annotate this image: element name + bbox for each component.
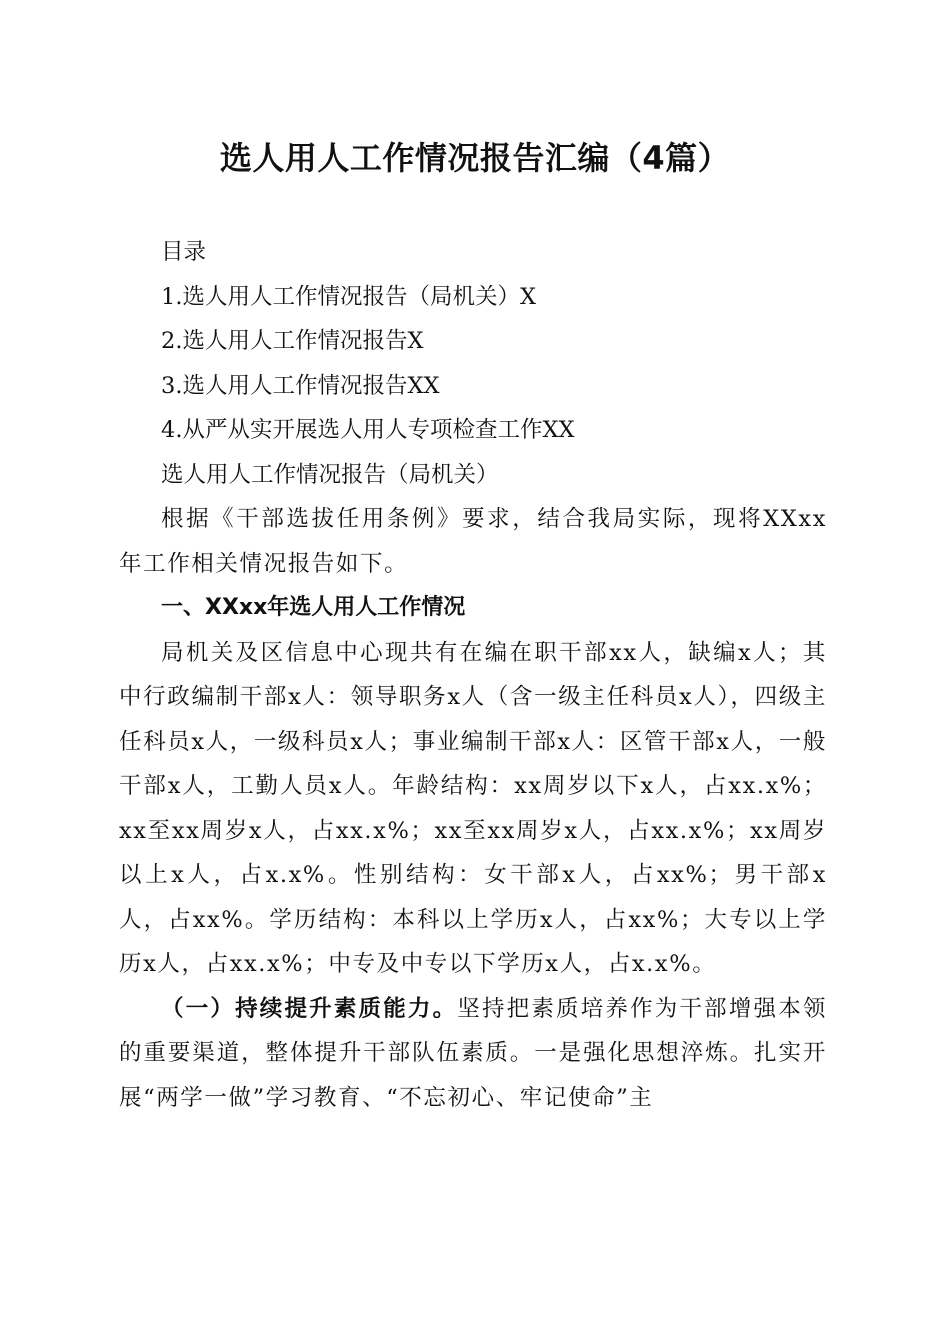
toc-item: 2.选人用人工作情况报告X — [161, 328, 424, 354]
subsection-lead: （一）持续提升素质能力。 — [161, 995, 458, 1022]
toc-heading: 目录 — [161, 239, 207, 265]
document-body — [119, 230, 827, 1120]
section-heading: 一、XXxx年选人用人工作情况 — [161, 595, 466, 620]
article-title: 选人用人工作情况报告（局机关） — [161, 461, 499, 488]
toc-item: 1.选人用人工作情况报告（局机关）X — [161, 283, 536, 310]
intro-paragraph: 根据《干部选拔任用条例》要求，结合我局实际，现将XXxx年工作相关情况报告如下。 — [119, 506, 827, 577]
document-title: 选人用人工作情况报告汇编（4篇） — [219, 139, 731, 177]
toc-item: 4.从严从实开展选人用人专项检查工作XX — [161, 417, 575, 443]
section-paragraph: 局机关及区信息中心现共有在编在职干部xx人，缺编x人；其中行政编制干部x人：领导职务x人（含一级主任科员x人），四级主任科员x人，一级科员x人；事业编制干部x人：区管干部x人，一般干部x人，工勤人员x人。年龄结构：xx周岁以下x人，占xx.x%；xx至xx周岁x人，占xx.x%；xx至xx周岁x人，占xx.x%；xx周岁以上x人，占x.x%。性别结构：女干部x人，占xx%；男干部x人，占xx%。学历结构：本科以上学历x人，占xx%；大专以上学历x人，占xx.x%；中专及中专以下学历x人，占x.x%。 — [119, 639, 827, 977]
subsection-paragraph — [119, 987, 827, 1121]
subsection-text: 坚持把素质培养作为干部增强本领的重要渠道，整体提升干部队伍素质。一是强化思想淬炼。扎实开展“两学一做”学习教育、“不忘初心、牢记使命”主 — [119, 995, 827, 1111]
toc-item: 3.选人用人工作情况报告XX — [161, 372, 440, 399]
